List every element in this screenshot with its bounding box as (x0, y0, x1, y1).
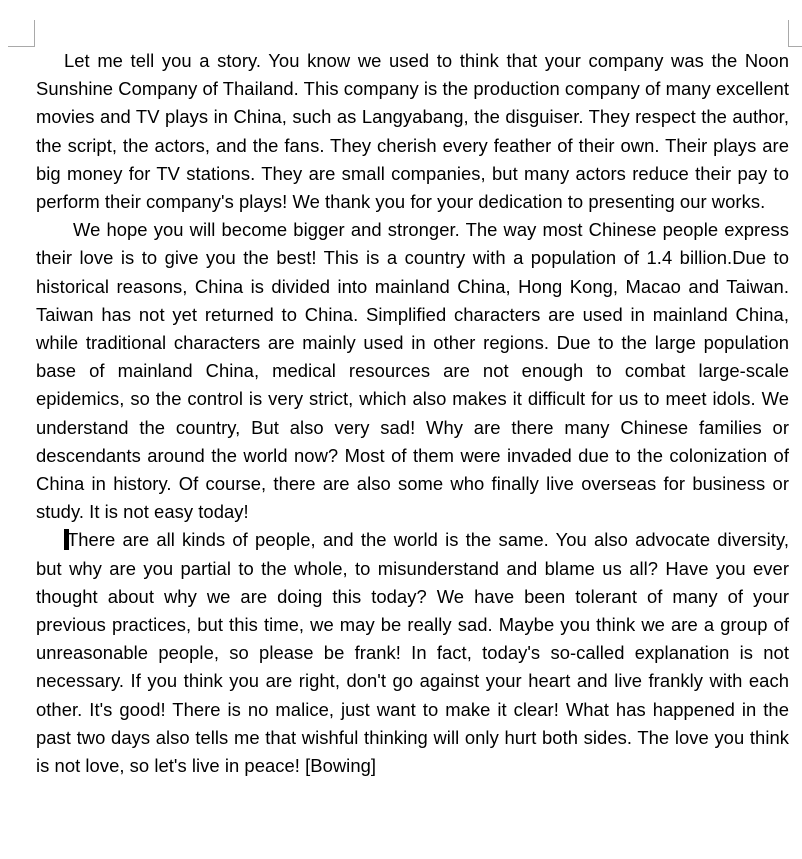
document-text-body[interactable] (36, 47, 789, 780)
paragraph-3 (36, 526, 789, 780)
margin-corner-mark-top-right (788, 20, 802, 47)
paragraph-1: Let me tell you a story. You know we used to think that your company was the Noon Sunshine Company of Thailand. This company is the production company of many excellent movies and TV plays in China, such as Langyabang, the disguiser. They respect the author, the script, the actors, and the fans. They cherish every feather of their own. Their plays are big money for TV stations. They are small companies, but many actors reduce their pay to perform their company's plays! We thank you for your dedication to presenting our works. (36, 50, 789, 213)
margin-corner-mark-top-left (8, 20, 35, 47)
paragraph-2: We hope you will become bigger and stronger. The way most Chinese people express their love is to give you the best! This is a country with a population of 1.4 billion.Due to historical reasons, China is divided into mainland China, Hong Kong, Macao and Taiwan. Taiwan has not yet returned to China. Simplified characters are used in mainland China, while traditional characters are mainly used in other regions. Due to the large population base of mainland China, medical resources are not enough to combat large-scale epidemics, so the control is very strict, which also makes it difficult for us to meet idols. We understand the country, But also very sad! Why are there many Chinese families or descendants around the world now? Most of them were invaded due to the colonization of China in history. Of course, there are also some who finally live overseas for business or study. It is not easy today! (36, 219, 789, 523)
paragraph-3-text: There are all kinds of people, and the world is the same. You also advocate diversity, but why are you partial to the whole, to misunderstand and blame us all? Have you ever thought about why we are doing this today? We have been tolerant of many of your previous practices, but this time, we may be really sad. Maybe you think we are a group of unreasonable people, so please be frank! In fact, today's so-called explanation is not necessary. If you think you are right, don't go against your heart and live frankly with each other. It's good! There is no malice, just want to make it clear! What has happened in the past two days also tells me that wishful thinking will only hurt both sides. The love you think is not love, so let's live in peace! [Bowing] (36, 529, 789, 777)
